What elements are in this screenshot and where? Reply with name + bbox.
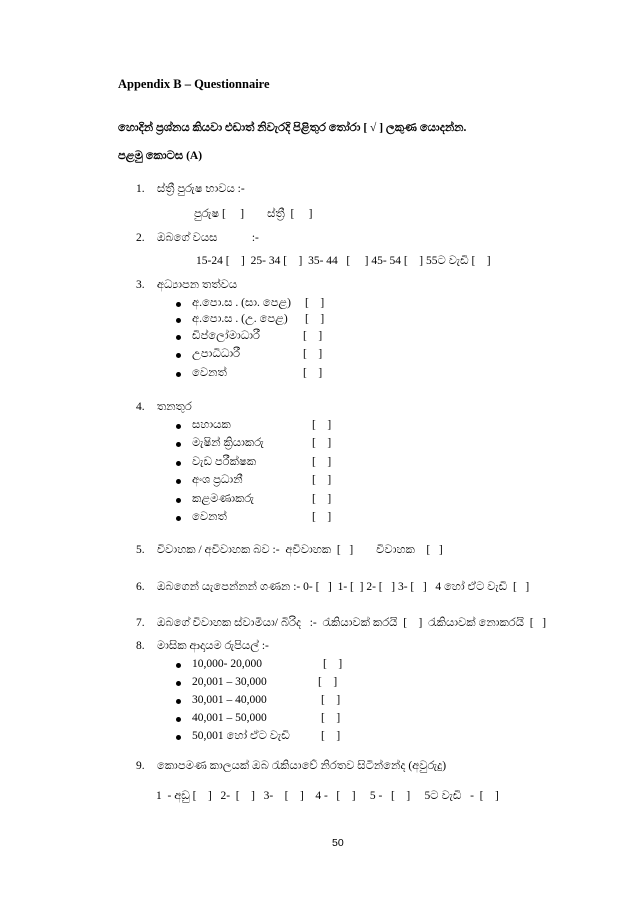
question-number: 9. xyxy=(136,760,145,772)
option-checkbox[interactable]: [ ] xyxy=(303,348,323,360)
answer-line-years[interactable]: 1 - අඩු [ ] 2- [ ] 3- [ ] 4 - [ ] 5 - [ ] 5ට වැඩි - [ ] xyxy=(156,790,499,802)
option-label: සහායක xyxy=(192,419,231,431)
option-checkbox[interactable]: [ ] xyxy=(312,456,332,468)
option-label: 50,001 හෝ ඒට වැඩි xyxy=(192,730,290,742)
option-checkbox[interactable]: [ ] xyxy=(321,694,341,706)
option-label: උපාධිධාරී xyxy=(192,348,241,360)
bullet-icon xyxy=(176,302,181,307)
question-text: මාසික ආදායම රුපියල් :- xyxy=(156,640,269,652)
option-checkbox[interactable]: [ ] xyxy=(305,313,325,325)
option-checkbox[interactable]: [ ] xyxy=(312,493,332,505)
bullet-icon xyxy=(176,699,181,704)
question-number: 6. xyxy=(136,581,145,593)
option-checkbox[interactable]: [ ] xyxy=(323,658,343,670)
option-checkbox[interactable]: [ ] xyxy=(318,676,338,688)
question-1 xyxy=(136,184,245,196)
question-number: 4. xyxy=(136,401,145,413)
bullet-icon xyxy=(176,424,181,429)
question-text: කොපමණ කාලයක් ඔබ රැකියාවේ නිරතව සිටින්නේද (අවුරුදු) xyxy=(156,760,447,772)
question-text[interactable]: විවාහක / අවිවාහක බව :- අවිවාහක [ ] විවාහක [ ] xyxy=(156,544,443,556)
question-3 xyxy=(136,280,237,292)
option-label: කළමණාකරු xyxy=(192,493,255,505)
option-label: මැෂින් ක්‍රියාකරු xyxy=(192,437,264,449)
option-checkbox[interactable]: [ ] xyxy=(321,730,341,742)
option-label: අ.පො.ස . (සා. පෙළ) xyxy=(192,297,291,309)
bullet-icon xyxy=(176,318,181,323)
option-label: වෙනත් xyxy=(192,367,227,379)
option-label: අංශ ප්‍රධානී xyxy=(192,474,243,486)
option-checkbox[interactable]: [ ] xyxy=(303,330,323,342)
question-text[interactable]: ඔබගෙන් යැපෙන්නන් ගණන :- 0- [ ] 1- [ ] 2- [ ] 3- [ ] 4 හෝ ඒට වැඩි [ ] xyxy=(156,581,530,593)
option-checkbox[interactable]: [ ] xyxy=(321,712,341,724)
section-heading: පළමු කොටස (A) xyxy=(118,150,203,162)
question-9 xyxy=(136,761,446,773)
bullet-icon xyxy=(176,372,181,377)
question-text: ස්ත්‍රී පුරුෂ භාවය :- xyxy=(156,183,245,195)
question-6 xyxy=(136,582,529,594)
question-5 xyxy=(136,545,443,557)
option-label: 10,000- 20,000 xyxy=(192,658,262,670)
option-checkbox[interactable]: [ ] xyxy=(312,511,332,523)
option-label: වැඩ පරීක්ෂක xyxy=(192,456,257,468)
bullet-icon xyxy=(176,479,181,484)
question-number: 7. xyxy=(136,617,145,629)
option-label: වෙනත් xyxy=(192,511,227,523)
question-4 xyxy=(136,402,192,414)
bullet-icon xyxy=(176,461,181,466)
option-label: ඩිප්ලෝමාධාරී xyxy=(192,330,260,342)
page-number: 50 xyxy=(332,837,344,849)
answer-line-age[interactable]: 15-24 [ ] 25- 34 [ ] 35- 44 [ ] 45- 54 [ ] 55ට වැඩි [ ] xyxy=(196,255,491,267)
answer-line-gender[interactable]: පුරුෂ [ ] ස්ත්‍රී [ ] xyxy=(194,208,313,220)
question-number: 1. xyxy=(136,183,145,195)
question-text[interactable]: ඔබගේ විවාහක ස්වාමියා/ බිරිද :- රැකියාවක් කරයි [ ] රැකියාවක් නොකරයි [ ] xyxy=(156,617,547,629)
bullet-icon xyxy=(176,516,181,521)
bullet-icon xyxy=(176,335,181,340)
question-text: ඔබගේ වයස :- xyxy=(156,232,259,244)
bullet-icon xyxy=(176,498,181,503)
question-7 xyxy=(136,618,546,630)
question-text: තනතුර xyxy=(156,401,192,413)
option-checkbox[interactable]: [ ] xyxy=(303,367,323,379)
bullet-icon xyxy=(176,717,181,722)
option-label: අ.පො.ස . (උ. පෙළ) xyxy=(192,313,288,325)
bullet-icon xyxy=(176,681,181,686)
option-label: 20,001 – 30,000 xyxy=(192,676,267,688)
option-checkbox[interactable]: [ ] xyxy=(312,419,332,431)
question-text: අධ්‍යාපන තත්වය xyxy=(156,279,238,291)
question-number: 5. xyxy=(136,544,145,556)
question-8 xyxy=(136,641,269,653)
bullet-icon xyxy=(176,442,181,447)
option-checkbox[interactable]: [ ] xyxy=(305,297,325,309)
question-number: 3. xyxy=(136,279,145,291)
bullet-icon xyxy=(176,353,181,358)
option-label: 40,001 – 50,000 xyxy=(192,712,267,724)
appendix-title: Appendix B – Questionnaire xyxy=(118,77,270,91)
bullet-icon xyxy=(176,663,181,668)
question-2 xyxy=(136,233,259,245)
option-checkbox[interactable]: [ ] xyxy=(312,437,332,449)
option-checkbox[interactable]: [ ] xyxy=(312,474,332,486)
bullet-icon xyxy=(176,735,181,740)
instruction-text: හොදින් ප්‍රශ්නය කියවා එඩාත් නිවැරදි පිළිතුර තෝරා [ √ ] ලකුණ යොදන්න. xyxy=(118,122,467,134)
option-label: 30,001 – 40,000 xyxy=(192,694,267,706)
question-number: 2. xyxy=(136,232,145,244)
question-number: 8. xyxy=(136,640,145,652)
